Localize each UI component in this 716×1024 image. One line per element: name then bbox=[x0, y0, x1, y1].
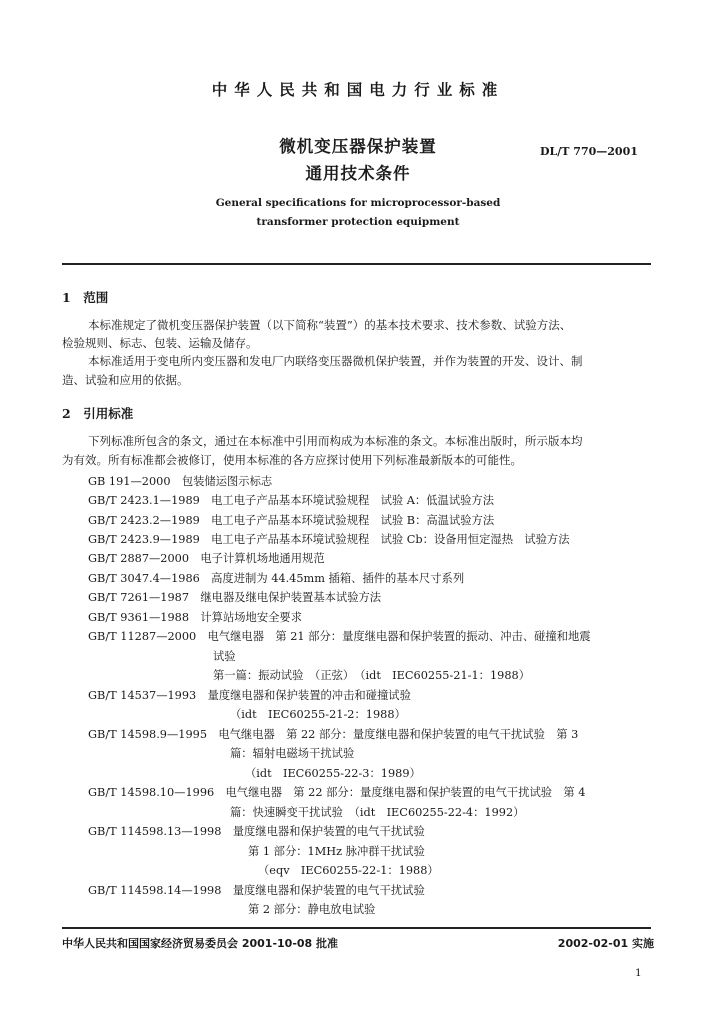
reference-item: GB/T 3047.4—1986 高度进制为 44.45mm 插箱、插件的基本尺寸系列 bbox=[88, 572, 465, 585]
reference-item: GB/T 7261—1987 继电器及继电保护装置基本试验方法 bbox=[88, 591, 382, 604]
reference-item: GB/T 14598.9—1995 电气继电器 第 22 部分：量度继电器和保护装置的电气干扰试验 第 3 bbox=[88, 728, 579, 741]
reference-item-cont: 第 2 部分：静电放电试验 bbox=[248, 903, 376, 916]
reference-item: GB/T 114598.14—1998 量度继电器和保护装置的电气干扰试验 bbox=[88, 884, 425, 897]
reference-item-cont: （idt IEC60255-21-2：1988） bbox=[230, 708, 406, 721]
masthead: 中华人民共和国电力行业标准 bbox=[211, 81, 505, 99]
reference-item-cont: 第 1 部分：1MHz 脉冲群干扰试验 bbox=[248, 845, 425, 858]
reference-item: GB/T 9361—1988 计算站场地安全要求 bbox=[88, 611, 303, 624]
document-title-line2: 通用技术条件 bbox=[305, 164, 411, 183]
reference-item-cont: 第一篇：振动试验 （正弦） （idt IEC60255-21-1：1988） bbox=[213, 669, 531, 682]
document-title-line1: 微机变压器保护装置 bbox=[279, 137, 437, 156]
reference-item-cont: （idt IEC60255-22-3：1989） bbox=[245, 767, 421, 780]
reference-item: GB/T 14537—1993 量度继电器和保护装置的冲击和碰撞试验 bbox=[88, 689, 411, 702]
reference-item: GB/T 14598.10—1996 电气继电器 第 22 部分：量度继电器和保护装置的电气干扰试验 第 4 bbox=[88, 786, 586, 799]
section-1-paragraph-2-cont: 造、试验和应用的依据。 bbox=[62, 373, 189, 387]
reference-item: GB/T 11287—2000 电气继电器 第 21 部分：量度继电器和保护装置的振动、冲击、碰撞和地震 bbox=[88, 630, 591, 643]
section-2-intro: 下列标准所包含的条文，通过在本标准中引用而构成为本标准的条文。本标准出版时，所示版本均 bbox=[88, 434, 583, 448]
section-1-paragraph-1-cont: 检验规则、标志、包装、运输及储存。 bbox=[62, 336, 258, 350]
section-1-paragraph-2: 本标准适用于变电所内变压器和发电厂内联络变压器微机保护装置，并作为装置的开发、设计、制 bbox=[88, 354, 583, 368]
reference-item-cont: 篇：快速瞬变干扰试验 （idt IEC60255-22-4：1992） bbox=[230, 806, 525, 819]
section-1-paragraph-1: 本标准规定了微机变压器保护装置（以下简称“装置”）的基本技术要求、技术参数、试验方法、 bbox=[88, 318, 572, 332]
reference-item: GB/T 2423.9—1989 电工电子产品基本环境试验规程 试验 Cb：设备用恒定湿热 试验方法 bbox=[88, 533, 570, 546]
approval-line: 中华人民共和国国家经济贸易委员会 2001-10-08 批准 bbox=[62, 937, 339, 950]
reference-item: GB/T 2423.1—1989 电工电子产品基本环境试验规程 试验 A：低温试验方法 bbox=[88, 494, 495, 507]
english-title-line2: transformer protection equipment bbox=[256, 216, 460, 228]
reference-item: GB/T 2423.2—1989 电工电子产品基本环境试验规程 试验 B：高温试验方法 bbox=[88, 514, 495, 527]
reference-item: GB/T 2887—2000 电子计算机场地通用规范 bbox=[88, 552, 325, 565]
section-1-heading: 1 范围 bbox=[62, 290, 109, 305]
reference-item: GB/T 114598.13—1998 量度继电器和保护装置的电气干扰试验 bbox=[88, 825, 425, 838]
header-divider bbox=[62, 263, 651, 265]
implementation-date: 2002-02-01 实施 bbox=[557, 937, 654, 950]
reference-item-cont: 试验 bbox=[213, 650, 236, 663]
reference-item-cont: （eqv IEC60255-22-1：1988） bbox=[258, 864, 439, 877]
reference-item-cont: 篇：辐射电磁场干扰试验 bbox=[230, 747, 355, 760]
reference-item: GB 191—2000 包装储运图示标志 bbox=[88, 475, 273, 488]
english-title-line1: General specifications for microprocessor-based bbox=[215, 197, 501, 209]
footer-divider bbox=[62, 927, 651, 929]
standard-number: DL/T 770—2001 bbox=[540, 145, 638, 158]
page-number: 1 bbox=[635, 967, 642, 979]
section-2-heading: 2 引用标准 bbox=[62, 406, 134, 421]
section-2-intro-cont: 为有效。所有标准都会被修订，使用本标准的各方应探讨使用下列标准最新版本的可能性。 bbox=[62, 453, 522, 467]
